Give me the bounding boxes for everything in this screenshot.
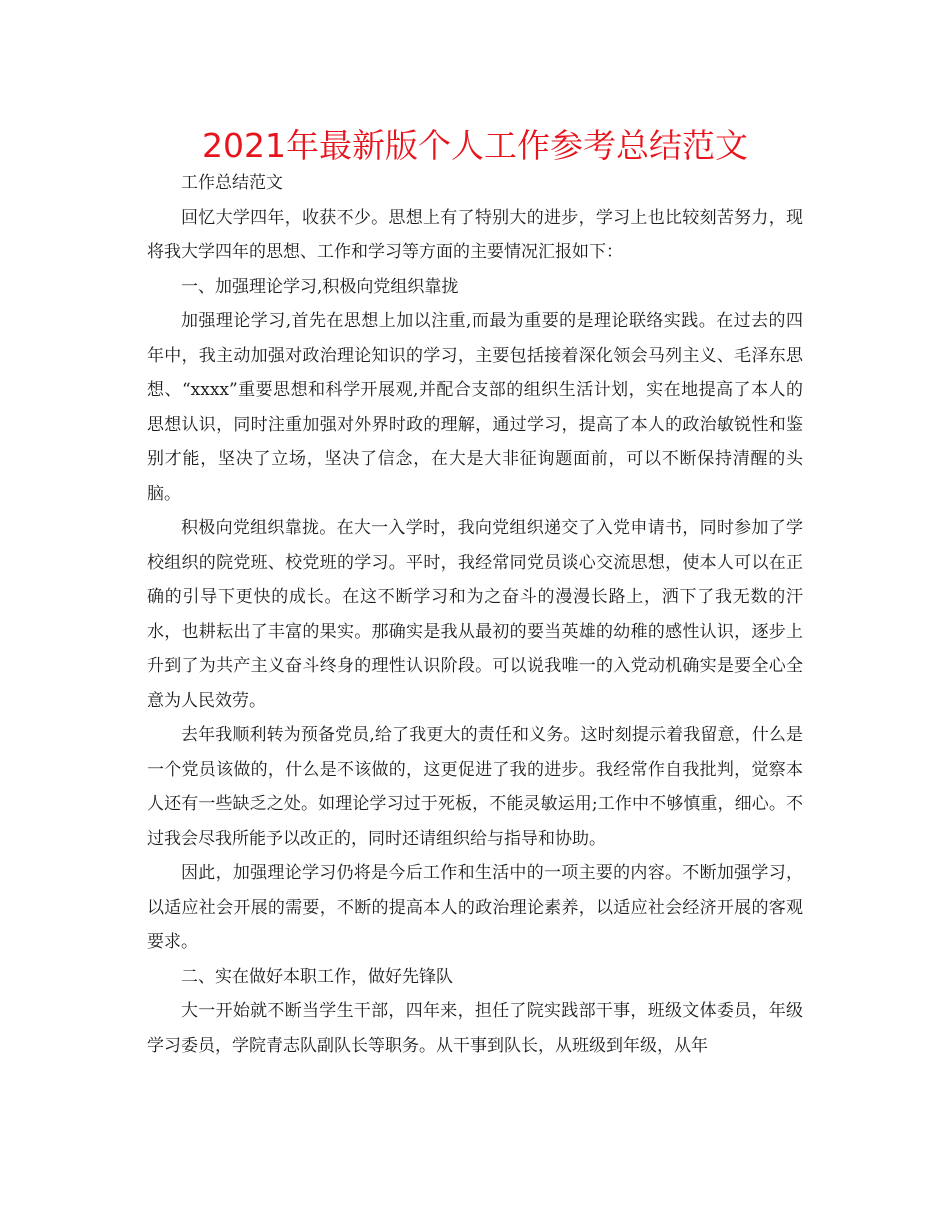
- paragraph: 积极向党组织靠拢。在大一入学时，我向党组织递交了入党申请书，同时参加了学校组织的院党班、校党班的学习。平时，我经常同党员谈心交流思想，使本人可以在正确的引导下更快的成长。在这不断学习和为之奋斗的漫漫长路上，洒下了我无数的汗水，也耕耘出了丰富的果实。那确实是我从最初的要当英雄的幼稚的感性认识，逐步上升到了为共产主义奋斗终身的理性认识阶段。可以说我唯一的入党动机确实是要全心全意为人民效劳。: [147, 518, 803, 711]
- paragraph: 去年我顺利转为预备党员,给了我更大的责任和义务。这时刻提示着我留意，什么是一个党员该做的，什么是不该做的，这更促进了我的进步。我经常作自我批判，觉察本人还有一些缺乏之处。如理论学习过于死板，不能灵敏运用;工作中不够慎重，细心。不过我会尽我所能予以改正的，同时还请组织给与指导和协助。: [147, 725, 803, 849]
- paragraph: 因此，加强理论学习仍将是今后工作和生活中的一项主要的内容。不断加强学习，以适应社会开展的需要，不断的提高本人的政治理论素养，以适应社会经济开展的客观要求。: [147, 863, 803, 952]
- section-heading-2: 二、实在做好本职工作，做好先锋队: [181, 966, 453, 987]
- document-body: [147, 166, 803, 1063]
- paragraph: 大一开始就不断当学生干部，四年来，担任了院实践部干事，班级文体委员，年级学习委员，学院青志队副队长等职务。从干事到队长，从班级到年级，从年: [147, 1001, 803, 1056]
- section-heading-1: 一、加强理论学习,积极向党组织靠拢: [181, 276, 459, 297]
- document-title: 2021年最新版个人工作参考总结范文: [202, 126, 748, 165]
- paragraph-heading: 工作总结范文: [181, 173, 283, 193]
- paragraph: 加强理论学习,首先在思想上加以注重,而最为重要的是理论联络实践。在过去的四年中，我主动加强对政治理论知识的学习，主要包括接着深化领会马列主义、毛泽东思想、“xxxx”重要思想和科学开展观,并配合支部的组织生活计划，实在地提高了本人的思想认识，同时注重加强对外界时政的理解，通过学习，提高了本人的政治敏锐性和鉴别才能，坚决了立场，坚决了信念，在大是大非征询题面前，可以不断保持清醒的头脑。: [147, 311, 803, 504]
- paragraph-intro: 回忆大学四年，收获不少。思想上有了特别大的进步，学习上也比较刻苦努力，现将我大学四年的思想、工作和学习等方面的主要情况汇报如下：: [147, 207, 803, 262]
